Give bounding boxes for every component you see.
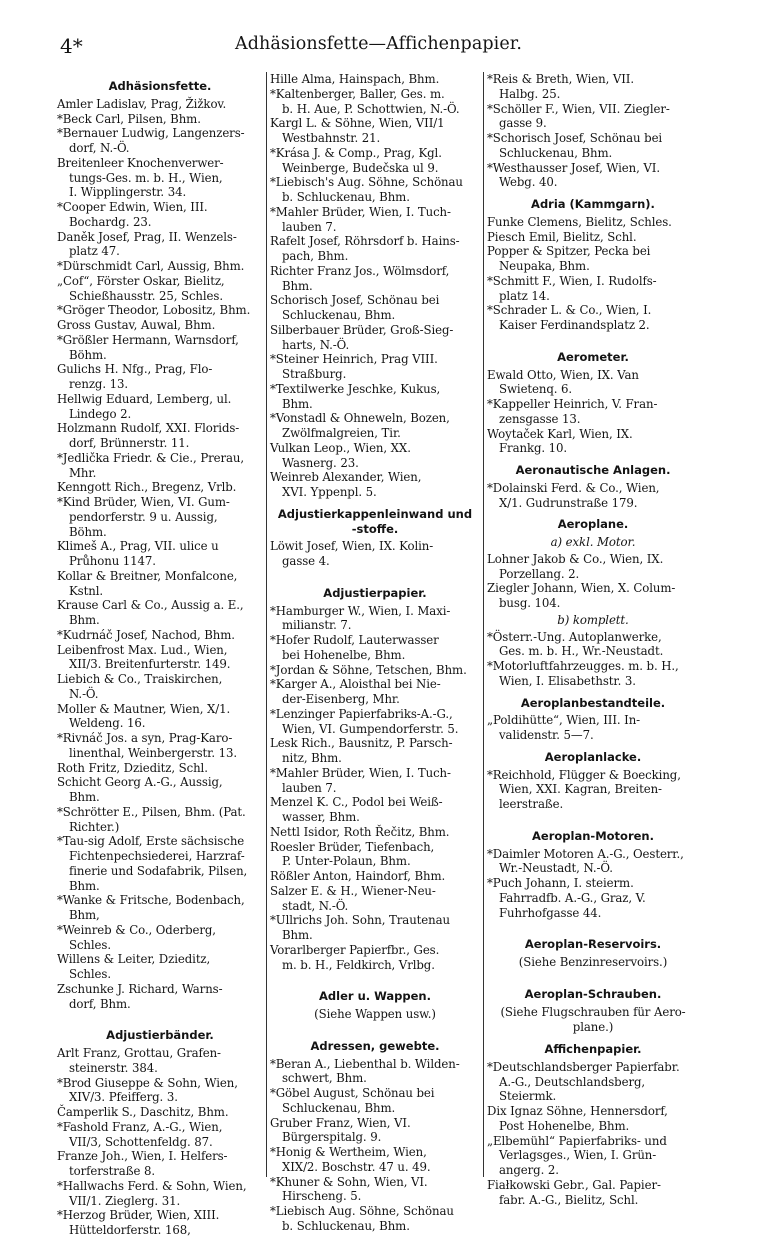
directory-entry: *Schöller F., Wien, VII. Ziegler-: [487, 101, 670, 116]
entry-continuation: pendorferstr. 9 u. Aussig,: [69, 509, 218, 524]
cross-reference: (Siehe Benzinreservoirs.): [518, 955, 668, 969]
entry-continuation: Webg. 40.: [499, 175, 558, 190]
entry-continuation: Fahrradfb. A.-G., Graz, V.: [499, 890, 646, 905]
entry-continuation: Böhm.: [69, 347, 107, 362]
directory-entry: Zschunke J. Richard, Warns-: [57, 981, 223, 996]
entry-continuation: der-Eisenberg, Mhr.: [282, 692, 400, 706]
entry-continuation: Weinberge, Budečska ul 9.: [282, 160, 439, 175]
spacer: [487, 333, 699, 343]
cross-reference: (Siehe Wappen usw.): [314, 1007, 436, 1021]
directory-entry: *Westhausser Josef, Wien, VI.: [487, 160, 660, 175]
entry-continuation: Schles.: [69, 937, 111, 952]
entry-continuation: Wasnerg. 23.: [282, 455, 359, 470]
directory-entry: *Deutschlandsberger Papierfabr.: [487, 1059, 680, 1074]
entry-continuation: gasse 9.: [499, 116, 547, 131]
directory-entry: *Wanke & Fritsche, Bodenbach,: [57, 893, 245, 908]
directory-entry: *Textilwerke Jeschke, Kukus,: [270, 381, 441, 396]
entry-continuation: Schießhausstr. 25, Schles.: [69, 288, 223, 303]
directory-entry: *Mahler Brüder, Wien, I. Tuch-: [270, 765, 451, 780]
directory-entry: Arlt Franz, Grottau, Grafen-: [57, 1046, 221, 1060]
section-heading: Aeronautische Anlagen.: [515, 463, 671, 477]
entry-continuation: dorf, Bhm.: [69, 996, 131, 1011]
directory-entry: *Göbel August, Schönau bei: [270, 1086, 435, 1100]
entry-continuation: m. b. H., Feldkirch, Vrlbg.: [282, 957, 435, 972]
entry-continuation: P. Unter-Polaun, Bhm.: [282, 854, 411, 869]
directory-entry: Rößler Anton, Haindorf, Bhm.: [270, 869, 446, 883]
entry-continuation: finerie und Sodafabrik, Pilsen,: [69, 863, 248, 878]
entry-continuation: dorf, Brünnerstr. 11.: [69, 436, 190, 450]
spacer: [270, 1022, 480, 1032]
directory-entry: *Kudrnáč Josef, Nachod, Bhm.: [57, 627, 235, 642]
spacer: [487, 812, 699, 822]
entry-continuation: X/1. Gudrunstraße 179.: [499, 495, 638, 510]
directory-entry: *Krása J. & Comp., Prag, Kgl.: [270, 145, 442, 160]
spacer: [270, 972, 480, 982]
entry-continuation: Hütteldorferstr. 168,: [69, 1223, 191, 1237]
entry-continuation: Bhm.: [69, 790, 100, 804]
directory-entry: Lohner Jakob & Co., Wien, IX.: [487, 551, 664, 566]
directory-entry: Funke Clemens, Bielitz, Schles.: [487, 214, 672, 229]
entry-continuation: harts, N.-Ö.: [282, 337, 350, 352]
directory-entry: *Karger A., Aloisthal bei Nie-: [270, 677, 441, 692]
directory-entry: *Ullrichs Joh. Sohn, Trautenau: [270, 913, 450, 928]
entry-continuation: Kaiser Ferdinandsplatz 2.: [499, 318, 650, 332]
directory-entry: „Poldihütte“, Wien, III. In-: [487, 713, 641, 728]
entry-continuation: Porzellang. 2.: [499, 566, 580, 581]
column-divider: [266, 72, 267, 1177]
directory-entry: Gross Gustav, Auwal, Bhm.: [57, 318, 216, 332]
directory-entry: Ewald Otto, Wien, IX. Van: [487, 367, 639, 382]
entry-continuation: Verlagsges., Wien, I. Grün-: [499, 1148, 657, 1163]
directory-entry: *Beran A., Liebenthal b. Wilden-: [270, 1056, 460, 1071]
directory-entry: Woytaček Karl, Wien, IX.: [487, 426, 633, 441]
directory-entry: *Größler Hermann, Warnsdorf,: [57, 332, 239, 347]
entry-continuation: Halbg. 25.: [499, 86, 561, 101]
entry-continuation: nitz, Bhm.: [282, 751, 342, 765]
entry-continuation: Wr.-Neustadt, N.-Ö.: [499, 861, 613, 876]
entry-continuation: b. Schluckenau, Bhm.: [282, 190, 410, 204]
entry-continuation: Bhm.: [69, 878, 100, 893]
directory-entry: *Schorisch Josef, Schönau bei: [487, 131, 663, 145]
entry-continuation: b. H. Aue, P. Schottwien, N.-Ö.: [282, 101, 460, 116]
entry-continuation: lauben 7.: [282, 780, 337, 795]
directory-entry: *Cooper Edwin, Wien, III.: [57, 200, 208, 214]
entry-continuation: Westbahnstr. 21.: [282, 131, 381, 145]
entry-continuation: gasse 4.: [282, 554, 330, 568]
section-heading: Adressen, gewebte.: [310, 1038, 440, 1053]
directory-entry: Weinreb Alexander, Wien,: [270, 470, 422, 485]
entry-continuation: torferstraße 8.: [69, 1164, 155, 1178]
entry-continuation: Schluckenau, Bhm.: [282, 308, 396, 322]
entry-continuation: pach, Bhm.: [282, 249, 349, 263]
directory-entry: Hille Alma, Hainspach, Bhm.: [270, 72, 440, 86]
entry-continuation: XIX/2. Boschstr. 47 u. 49.: [282, 1159, 431, 1174]
entry-continuation: linenthal, Weinbergerstr. 13.: [69, 745, 238, 760]
entry-continuation: Průhonu 1147.: [69, 554, 156, 568]
entry-continuation: fabr. A.-G., Bielitz, Schl.: [499, 1192, 639, 1207]
directory-entry: Kenngott Rich., Bregenz, Vrlb.: [57, 480, 237, 495]
entry-continuation: Bhm.: [282, 928, 313, 942]
directory-entry: *Dolainski Ferd. & Co., Wien,: [487, 480, 660, 495]
entry-continuation: dorf, N.-Ö.: [69, 141, 130, 155]
entry-continuation: VII/1. Zieglerg. 31.: [69, 1193, 181, 1208]
column-divider: [483, 72, 484, 1177]
entry-continuation: Wien, XXI. Kagran, Breiten-: [499, 782, 662, 797]
entry-continuation: wasser, Bhm.: [282, 810, 360, 824]
entry-continuation: XVI. Yppenpl. 5.: [282, 485, 377, 499]
directory-entry: Richter Franz Jos., Wölmsdorf,: [270, 263, 450, 278]
entry-continuation: Schles.: [69, 967, 111, 981]
section-heading: Aeroplanbestandteile.: [520, 695, 666, 710]
entry-continuation: I. Wipplingerstr. 34.: [69, 185, 187, 200]
entry-continuation: tungs-Ges. m. b. H., Wien,: [69, 170, 223, 185]
section-heading: Affichenpapier.: [544, 1042, 642, 1056]
entry-continuation: Mhr.: [69, 465, 97, 480]
section-heading: Aeroplan-Motoren.: [532, 828, 654, 843]
directory-entry: Kargl L. & Söhne, Wien, VII/1: [270, 116, 445, 131]
entry-continuation: lauben 7.: [282, 219, 337, 234]
directory-entry: Rafelt Josef, Röhrsdorf b. Hains-: [270, 234, 460, 249]
entry-continuation: Bürgerspitalg. 9.: [282, 1130, 382, 1145]
directory-entry: Liebich & Co., Traiskirchen,: [57, 672, 223, 686]
directory-entry: Fiałkowski Gebr., Gal. Papier-: [487, 1177, 661, 1192]
entry-continuation: Swietenq. 6.: [499, 382, 573, 397]
directory-entry: Hellwig Eduard, Lemberg, ul.: [57, 391, 232, 406]
directory-entry: *Herzog Brüder, Wien, XIII.: [57, 1208, 220, 1223]
entry-continuation: Bhm.: [69, 613, 100, 627]
section-heading: Aeroplanlacke.: [544, 749, 642, 764]
entry-continuation: Bhm.: [282, 396, 313, 411]
directory-entry: Salzer E. & H., Wiener-Neu-: [270, 883, 436, 898]
directory-entry: *Jedlička Friedr. & Cie., Prerau,: [57, 450, 245, 465]
directory-entry: Schicht Georg A.-G., Aussig,: [57, 775, 223, 790]
entry-continuation: stadt, N.-Ö.: [282, 898, 349, 913]
entry-continuation: steinerstr. 384.: [69, 1060, 158, 1075]
section-heading: Adhäsionsfette.: [108, 79, 212, 93]
cross-reference: plane.): [572, 1020, 614, 1035]
entry-continuation: Wien, VI. Gumpendorferstr. 5.: [282, 721, 459, 736]
directory-entry: Roesler Brüder, Tiefenbach,: [270, 839, 435, 854]
directory-entry: Gulichs H. Nfg., Prag, Flo-: [57, 362, 213, 377]
entry-continuation: Steiermk.: [499, 1089, 557, 1104]
directory-entry: Dix Ignaz Söhne, Hennersdorf,: [487, 1104, 668, 1118]
directory-entry: „Elbemühl“ Papierfabriks- und: [487, 1133, 667, 1148]
entry-continuation: platz 47.: [69, 244, 120, 259]
entry-continuation: Bhm.: [282, 278, 313, 293]
section-heading: -stoffe.: [351, 521, 399, 536]
directory-entry: Vorarlberger Papierfbr., Ges.: [270, 942, 440, 957]
directory-entry: Kollar & Breitner, Monfalcone,: [57, 568, 238, 583]
directory-entry: *Kaltenberger, Baller, Ges. m.: [270, 86, 445, 101]
directory-entry: *Kappeller Heinrich, V. Fran-: [487, 397, 658, 411]
entry-continuation: validenstr. 5—7.: [499, 728, 594, 742]
directory-entry: Daněk Josef, Prag, II. Wenzels-: [57, 229, 237, 244]
cross-reference: (Siehe Flugschrauben für Aero-: [500, 1004, 686, 1019]
entry-continuation: A.-G., Deutschlandsberg,: [499, 1074, 646, 1089]
entry-continuation: b. Schluckenau, Bhm.: [282, 1218, 410, 1233]
section-heading: Adjustierpapier.: [323, 585, 427, 600]
directory-entry: „Cof“, Förster Oskar, Bielitz,: [57, 273, 225, 288]
directory-entry: Franze Joh., Wien, I. Helfers-: [57, 1149, 228, 1164]
column-1: [57, 72, 263, 1237]
directory-entry: *Gröger Theodor, Lobositz, Bhm.: [57, 303, 251, 318]
spacer: [487, 970, 699, 980]
directory-entry: Roth Fritz, Dzieditz, Schl.: [57, 760, 208, 775]
directory-entry: Popper & Spitzer, Pecka bei: [487, 244, 651, 259]
directory-entry: *Österr.-Ung. Autoplanwerke,: [487, 629, 662, 644]
entry-continuation: Weldeng. 16.: [69, 716, 146, 731]
spacer: [270, 569, 480, 579]
directory-entry: *Brod Giuseppe & Sohn, Wien,: [57, 1075, 238, 1090]
section-heading: Adler u. Wappen.: [319, 989, 431, 1004]
directory-entry: *Daimler Motoren A.-G., Oesterr.,: [487, 846, 684, 861]
directory-entry: *Hamburger W., Wien, I. Maxi-: [270, 603, 451, 618]
column-2: [270, 72, 480, 1233]
directory-entry: *Reis & Breth, Wien, VII.: [487, 72, 634, 86]
directory-entry: *Bernauer Ludwig, Langenzers-: [57, 126, 245, 141]
section-heading: Adjustierbänder.: [106, 1028, 214, 1043]
directory-entry: *Reichhold, Flügger & Boecking,: [487, 767, 681, 782]
directory-entry: Amler Ladislav, Prag, Žižkov.: [57, 96, 227, 111]
directory-entry: Klimeš A., Prag, VII. ulice u: [57, 539, 219, 554]
directory-entry: *Liebisch's Aug. Söhne, Schönau: [270, 175, 463, 190]
subsection-label: a) exkl. Motor.: [550, 535, 636, 549]
directory-entry: Lesk Rich., Bausnitz, P. Parsch-: [270, 736, 453, 751]
page-number: 4*: [60, 34, 83, 58]
directory-entry: *Schrötter E., Pilsen, Bhm. (Pat.: [57, 804, 246, 819]
directory-entry: Holzmann Rudolf, XXI. Florids-: [57, 421, 240, 436]
section-heading: Aeroplan-Schrauben.: [524, 986, 662, 1001]
entry-continuation: Zwölfmalgreien, Tir.: [282, 426, 401, 440]
directory-entry: *Lenzinger Papierfabriks-A.-G.,: [270, 706, 453, 721]
entry-continuation: Post Hohenelbe, Bhm.: [499, 1118, 630, 1133]
entry-continuation: Wien, I. Elisabethstr. 3.: [499, 673, 636, 688]
directory-entry: *Puch Johann, I. steierm.: [487, 876, 634, 890]
directory-entry: *Beck Carl, Pilsen, Bhm.: [57, 111, 201, 126]
entry-continuation: platz 14.: [499, 288, 550, 303]
entry-continuation: Neupaka, Bhm.: [499, 259, 590, 273]
directory-entry: *Fashold Franz, A.-G., Wien,: [57, 1119, 223, 1134]
entry-continuation: busg. 104.: [499, 596, 561, 610]
directory-entry: Piesch Emil, Bielitz, Schl.: [487, 229, 637, 244]
entry-continuation: Hirscheng. 5.: [282, 1189, 362, 1204]
directory-entry: Schorisch Josef, Schönau bei: [270, 293, 440, 308]
directory-entry: *Hallwachs Ferd. & Sohn, Wien,: [57, 1178, 247, 1193]
entry-continuation: Böhm.: [69, 524, 107, 539]
entry-continuation: milianstr. 7.: [282, 618, 352, 633]
entry-continuation: renzg. 13.: [69, 377, 129, 391]
directory-entry: *Weinreb & Co., Oderberg,: [57, 922, 216, 937]
entry-continuation: Ges. m. b. H., Wr.-Neustadt.: [499, 644, 664, 659]
entry-continuation: XII/3. Breitenfurterstr. 149.: [69, 657, 231, 672]
entry-continuation: angerg. 2.: [499, 1163, 559, 1177]
directory-entry: *Jordan & Söhne, Tetschen, Bhm.: [270, 662, 467, 677]
page-title: Adhäsionsfette—Affichenpapier.: [234, 34, 523, 54]
directory-entry: Moller & Mautner, Wien, X/1.: [57, 701, 231, 716]
section-heading: Adjustierkappenleinwand und: [277, 506, 473, 521]
directory-entry: *Dürschmidt Carl, Aussig, Bhm.: [57, 259, 245, 273]
directory-entry: *Steiner Heinrich, Prag VIII.: [270, 352, 438, 367]
directory-entry: *Vonstadl & Ohneweln, Bozen,: [270, 411, 450, 426]
section-heading: Adria (Kammgarn).: [531, 197, 655, 211]
subsection-label: b) komplett.: [557, 612, 629, 627]
directory-entry: *Mahler Brüder, Wien, I. Tuch-: [270, 204, 451, 219]
directory-entry: Löwit Josef, Wien, IX. Kolin-: [270, 539, 434, 554]
entry-continuation: Schluckenau, Bhm.: [499, 145, 613, 160]
entry-continuation: Bochardg. 23.: [69, 214, 152, 229]
directory-entry: Menzel K. C., Podol bei Weiß-: [270, 795, 443, 810]
directory-entry: Gruber Franz, Wien, VI.: [270, 1115, 411, 1130]
directory-entry: *Khuner & Sohn, Wien, VI.: [270, 1174, 428, 1189]
entry-continuation: Fichtenpechsiederei, Harzraf-: [69, 849, 245, 863]
directory-entry: Nettl Isidor, Roth Řečitz, Bhm.: [270, 824, 450, 839]
directory-entry: *Liebisch Aug. Söhne, Schönau: [270, 1204, 454, 1218]
section-heading: Aeroplan-Reservoirs.: [524, 937, 662, 952]
directory-entry: Ziegler Johann, Wien, X. Colum-: [487, 581, 676, 596]
entry-continuation: Schluckenau, Bhm.: [282, 1100, 396, 1115]
directory-entry: Breitenleer Knochenverwer-: [57, 155, 224, 170]
section-heading: Aerometer.: [557, 349, 629, 364]
entry-continuation: Frankg. 10.: [499, 441, 568, 456]
column-3: [487, 72, 699, 1207]
entry-continuation: schwert, Bhm.: [282, 1071, 367, 1086]
directory-entry: *Motorluftfahrzeugges. m. b. H.,: [487, 659, 679, 673]
entry-continuation: Fuhrhofgasse 44.: [499, 905, 602, 920]
directory-entry: *Kind Brüder, Wien, VI. Gum-: [57, 495, 230, 509]
directory-entry: Willens & Leiter, Dzieditz,: [57, 952, 211, 967]
directory-entry: *Schmitt F., Wien, I. Rudolfs-: [487, 273, 657, 288]
entry-continuation: leerstraße.: [499, 797, 564, 811]
entry-continuation: Richter.): [69, 819, 120, 834]
entry-continuation: Straßburg.: [282, 367, 347, 381]
directory-entry: Vulkan Leop., Wien, XX.: [270, 440, 411, 455]
entry-continuation: bei Hohenelbe, Bhm.: [282, 647, 406, 662]
page-header: [0, 30, 757, 60]
entry-continuation: N.-Ö.: [69, 686, 99, 701]
directory-entry: *Schrader L. & Co., Wien, I.: [487, 303, 652, 318]
directory-entry: Leibenfrost Max. Lud., Wien,: [57, 642, 228, 657]
directory-entry: Krause Carl & Co., Aussig a. E.,: [57, 598, 244, 613]
spacer: [487, 920, 699, 930]
entry-continuation: VII/3, Schottenfeldg. 87.: [69, 1134, 213, 1149]
section-heading: Aeroplane.: [557, 517, 629, 532]
entry-continuation: Kstnl.: [69, 583, 103, 598]
directory-entry: Silberbauer Brüder, Groß-Sieg-: [270, 322, 454, 337]
entry-continuation: Lindego 2.: [69, 406, 132, 421]
directory-entry: Čamperlik S., Daschitz, Bhm.: [57, 1105, 229, 1119]
entry-continuation: zensgasse 13.: [499, 411, 581, 426]
directory-entry: *Honig & Wertheim, Wien,: [270, 1145, 427, 1159]
entry-continuation: Bhm,: [69, 908, 100, 922]
directory-entry: *Hofer Rudolf, Lauterwasser: [270, 633, 439, 647]
directory-entry: *Rivnáč Jos. a syn, Prag-Karo-: [57, 731, 233, 745]
entry-continuation: XIV/3. Pfeifferg. 3.: [69, 1090, 178, 1105]
directory-entry: *Tau-sig Adolf, Erste sächsische: [57, 834, 245, 849]
spacer: [57, 1011, 263, 1021]
